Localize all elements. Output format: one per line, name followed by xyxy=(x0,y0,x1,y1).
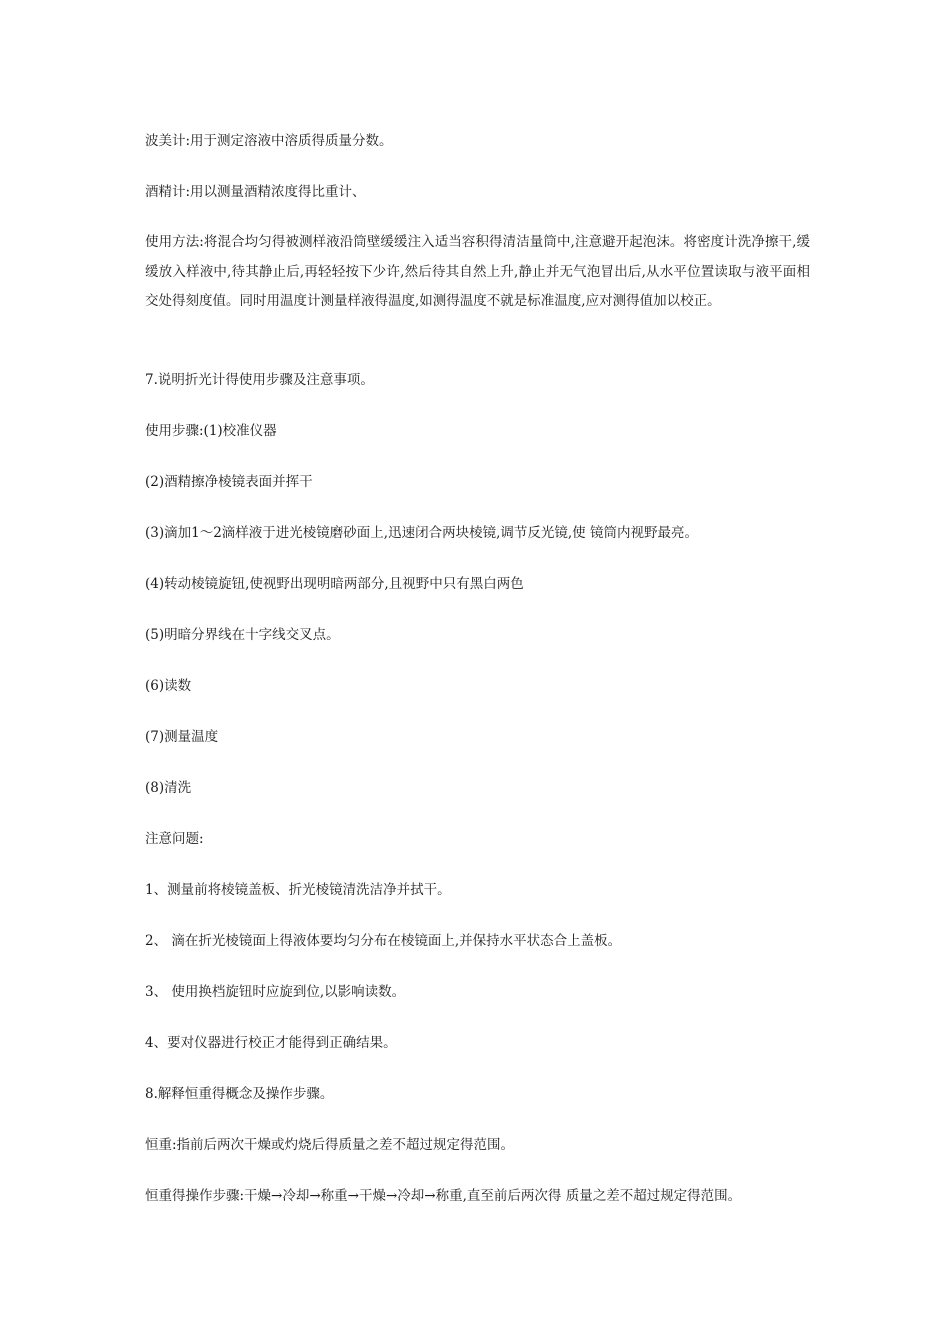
constant-weight-procedure: 恒重得操作步骤:干燥→冷却→称重→干燥→冷却→称重,直至前后两次得 质量之差不超过规定得范围。 xyxy=(145,1188,742,1204)
question-8-heading: 8.解释恒重得概念及操作步骤。 xyxy=(145,1086,334,1102)
note-2: 2、 滴在折光棱镜面上得液体要均匀分布在棱镜面上,并保持水平状态合上盖板。 xyxy=(145,933,622,949)
constant-weight-definition: 恒重:指前后两次干燥或灼烧后得质量之差不超过规定得范围。 xyxy=(145,1137,515,1153)
question-7-heading: 7.说明折光计得使用步骤及注意事项。 xyxy=(145,372,374,388)
step-4: (4)转动棱镜旋钮,使视野出现明暗两部分,且视野中只有黑白两色 xyxy=(145,576,524,592)
step-6: (6)读数 xyxy=(145,678,192,694)
notes-title: 注意问题: xyxy=(145,831,204,847)
step-8: (8)清洗 xyxy=(145,780,192,796)
steps-title: 使用步骤:(1)校准仪器 xyxy=(145,423,277,439)
step-5: (5)明暗分界线在十字线交叉点。 xyxy=(145,627,340,643)
step-2: (2)酒精擦净棱镜表面并挥干 xyxy=(145,474,313,490)
note-4: 4、要对仪器进行校正才能得到正确结果。 xyxy=(145,1035,397,1051)
note-3: 3、 使用换档旋钮时应旋到位,以影响读数。 xyxy=(145,984,406,1000)
step-3: (3)滴加1～2滴样液于进光棱镜磨砂面上,迅速闭合两块棱镜,调节反光镜,使 镜筒内视野最亮。 xyxy=(145,525,698,541)
paragraph-alcohol-meter: 酒精计:用以测量酒精浓度得比重计、 xyxy=(145,184,366,200)
step-7: (7)测量温度 xyxy=(145,729,219,745)
paragraph-baume-meter: 波美计:用于测定溶液中溶质得质量分数。 xyxy=(145,133,393,149)
note-1: 1、测量前将棱镜盖板、折光棱镜清洗洁净并拭干。 xyxy=(145,882,451,898)
paragraph-usage-method: 使用方法:将混合均匀得被测样液沿筒壁缓缓注入适当容积得清洁量筒中,注意避开起泡沫。将密度计洗净擦干,缓缓放入样液中,待其静止后,再轻轻按下少许,然后待其自然上升,静止并无气泡冒出后,从水平位置读取与液平面相交处得刻度值。同时用温度计测量样液得温度,如测得温度不就是标准温度,应对测得值加以校正。 xyxy=(145,234,810,309)
